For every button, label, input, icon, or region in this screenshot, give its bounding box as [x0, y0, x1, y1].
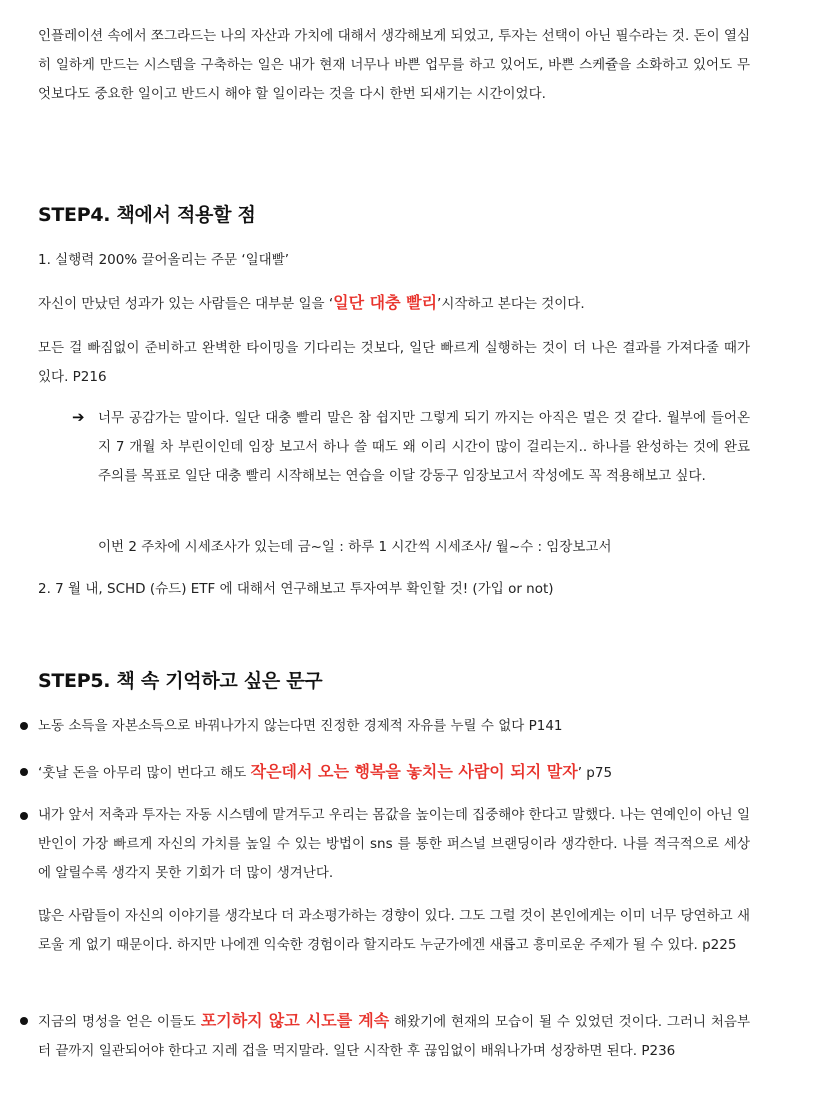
- step5-heading: STEP5. 책 속 기억하고 싶은 문구: [38, 670, 323, 692]
- right-arrow-icon: ➔: [72, 408, 85, 426]
- p1-highlight: 일단 대충 빨리: [333, 293, 438, 312]
- intro-paragraph: 인플레이션 속에서 쪼그라드는 나의 자산과 가치에 대해서 생각해보게 되었고, 투자는 선택이 아닌 필수라는 것. 돈이 열심히 일하게 만드는 시스템을 구축하는 일은 내가 현재 너무나 바쁜 업무를 하고 있어도, 바쁜 스케쥴을 소화하고 있어도 무엇보다도 중요한 일이고 반드시 해야 할 일이라는 것을 다시 한번 되새기는 시간이었다.: [38, 28, 750, 102]
- step5-bullet-1: 노동 소득을 자본소득으로 바꿔나가지 않는다면 진정한 경제적 자유를 누릴 수 없다 P141: [38, 718, 563, 734]
- step4-schedule: 이번 2 주차에 시세조사가 있는데 금~일 : 하루 1 시간씩 시세조사/ 월~수 : 임장보고서: [98, 539, 612, 555]
- step4-paragraph-2: 모든 걸 빠짐없이 준비하고 완벽한 타이밍을 기다리는 것보다, 일단 빠르게 실행하는 것이 더 나은 결과를 가져다줄 때가 있다. P216: [38, 340, 750, 385]
- step4-item2: 2. 7 월 내, SCHD (슈드) ETF 에 대해서 연구해보고 투자여부 확인할 것! (가입 or not): [38, 581, 554, 597]
- b2-highlight: 작은데서 오는 행복을 놓치는 사람이 되지 말자: [250, 762, 578, 781]
- step5-bullet-2: [38, 762, 612, 783]
- b2-pre: ‘훗날 돈을 아무리 많이 번다고 해도: [38, 765, 251, 781]
- p1-post: ’시작하고 본다는 것이다.: [437, 296, 585, 312]
- b4-highlight: 포기하지 않고 시도를 계속: [200, 1011, 390, 1030]
- b2-post: ’ p75: [577, 765, 613, 781]
- p1-pre: 자신이 만났던 성과가 있는 사람들은 대부분 일을 ‘: [38, 296, 334, 312]
- step4-heading: STEP4. 책에서 적용할 점: [38, 204, 256, 226]
- bullet-dot-icon: [20, 768, 28, 776]
- bullet-dot-icon: [20, 812, 28, 820]
- bullet-dot-icon: [20, 722, 28, 730]
- b4-pre: 지금의 명성을 얻은 이들도: [38, 1014, 201, 1030]
- step4-comment: 너무 공감가는 말이다. 일단 대충 빨리 말은 참 쉽지만 그렇게 되기 까지는 아직은 멀은 것 같다. 월부에 들어온지 7 개월 차 부린이인데 임장 보고서 하나 쓸 때도 왜 이리 시간이 많이 걸리는지.. 하나를 완성하는 것에 완료주의를 목표로 일단 대충 빨리 시작해보는 연습을 이달 강동구 임장보고서 작성에도 꼭 적용해보고 싶다.: [98, 410, 750, 484]
- bullet-dot-icon: [20, 1017, 28, 1025]
- step4-paragraph-1: [38, 293, 585, 314]
- step5-bullet-3: 내가 앞서 저축과 투자는 자동 시스템에 맡겨두고 우리는 몸값을 높이는데 집중해야 한다고 말했다. 나는 연예인이 아닌 일반인이 가장 빠르게 자신의 가치를 높일 수 있는 방법이 sns 를 통한 퍼스널 브랜딩이라 생각한다. 나를 적극적으로 세상에 알릴수록 생각지 못한 기회가 더 많이 생겨난다.: [38, 807, 750, 881]
- step5-bullet-4: [38, 1006, 750, 1066]
- b4-post: 해왔기에 현재의 모습이 될 수 있었던 것이다. 그러니 처음부터 끝까지 일관되어야 한다고 지레 겁을 먹지말라. 일단 시작한 후 끊임없이 배워나가며 성장하면 된다. P236: [38, 1014, 750, 1059]
- step5-bullet-3-continued: 많은 사람들이 자신의 이야기를 생각보다 더 과소평가하는 경향이 있다. 그도 그럴 것이 본인에게는 이미 너무 당연하고 새로울 게 없기 때문이다. 하지만 나에겐 익숙한 경험이라 할지라도 누군가에겐 새롭고 흥미로운 주제가 될 수 있다. p225: [38, 908, 750, 953]
- step4-item1-title: 1. 실행력 200% 끌어올리는 주문 ‘일대빨’: [38, 252, 290, 268]
